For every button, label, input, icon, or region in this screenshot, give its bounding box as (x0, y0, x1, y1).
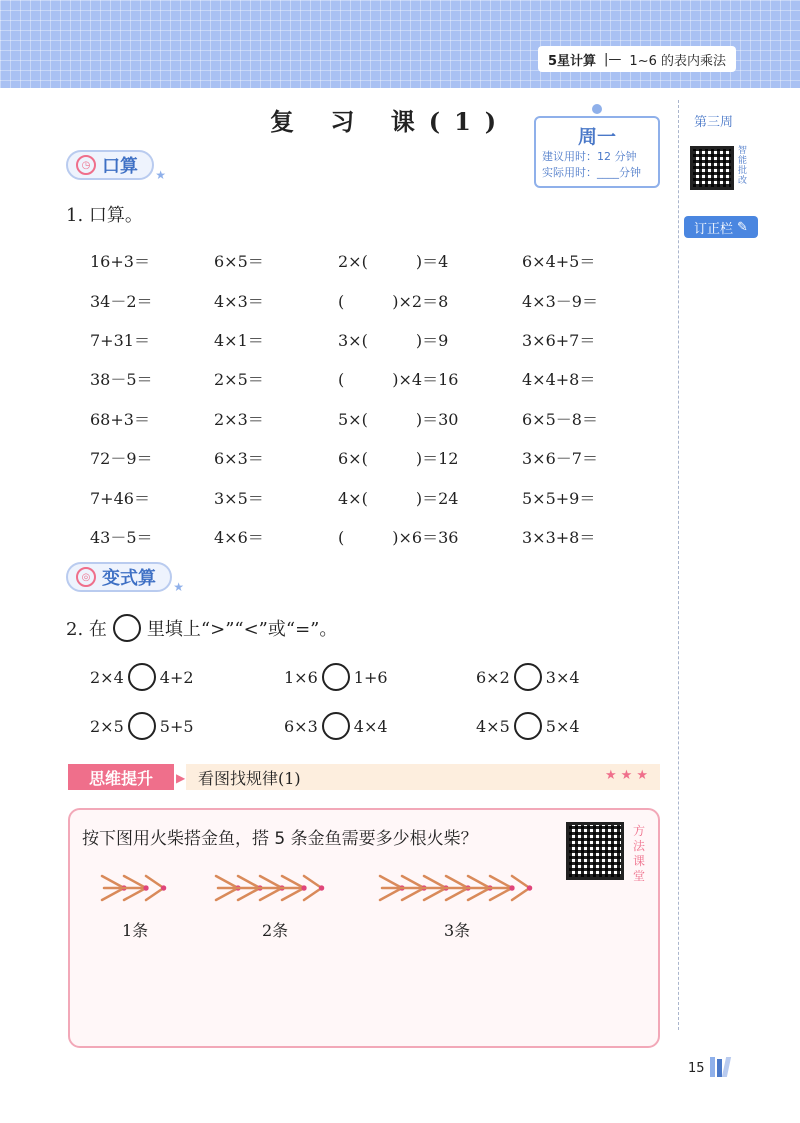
calc-row (90, 359, 650, 398)
header-separator: |— (604, 51, 622, 67)
compare-right: 5+5 (159, 716, 194, 736)
series-tag (538, 46, 736, 72)
compare-item (90, 663, 194, 691)
page-number: 15 (688, 1061, 705, 1076)
day-label: 周一 (577, 126, 616, 148)
answer-circle[interactable] (514, 663, 542, 691)
thinking-title (186, 764, 660, 790)
thinking-bar (68, 764, 660, 790)
calc-item: 6×5－8＝ (522, 409, 598, 429)
matchstick (490, 876, 512, 888)
calc-item: 2×3＝ (214, 409, 264, 429)
matchstick (146, 888, 164, 900)
calc-item: 2×5＝ (214, 370, 264, 390)
thinking-tag: 思维提升 (68, 764, 174, 790)
matchstick (446, 888, 468, 900)
actual-time: 实际用时：____分钟 (542, 166, 641, 179)
pencil-icon: ✎ (737, 219, 748, 235)
calc-row (90, 517, 650, 556)
compare-left: 6×3 (284, 716, 318, 736)
calc-item: 4×4+8＝ (522, 370, 596, 390)
calc-item: 7+31＝ (90, 330, 150, 350)
calc-item: 38－5＝ (90, 370, 153, 390)
calc-item: 5×5+9＝ (522, 488, 596, 508)
section-pill-oral (66, 150, 166, 182)
calc-row (90, 477, 650, 516)
matchstick (102, 876, 124, 888)
compare-item (476, 663, 580, 691)
arrow-icon: ▶ (176, 771, 186, 785)
match-head (509, 885, 514, 890)
compare-left: 6×2 (476, 667, 510, 687)
matchstick (380, 888, 402, 900)
method-label: 方法课堂 (632, 824, 645, 883)
answer-circle (113, 614, 141, 642)
matchstick-fish-figure (70, 866, 662, 976)
fish-label-2: 2条 (262, 921, 289, 940)
matchstick (424, 888, 446, 900)
calc-item: 7+46＝ (90, 488, 150, 508)
calc-item: ( )×6＝36 (338, 527, 459, 547)
section-pill-label: 口算 (102, 156, 138, 177)
day-box (534, 116, 660, 188)
calc-item: 3×3+8＝ (522, 527, 596, 547)
answer-circle[interactable] (128, 663, 156, 691)
pin-icon (592, 104, 602, 114)
matchstick (512, 876, 530, 888)
page-title: 复 习 课(1) (270, 107, 511, 136)
compare-left: 2×4 (90, 667, 124, 687)
answer-circle[interactable] (322, 712, 350, 740)
calc-item: 6×( )＝12 (338, 449, 459, 469)
question-2-pre: 2. 在 (66, 619, 107, 640)
compare-right: 4+2 (159, 667, 194, 687)
matchstick (304, 888, 322, 900)
star-icon: ★ (173, 580, 184, 594)
question-2-post: 里填上“>”“<”或“=”。 (146, 619, 338, 640)
matchstick (260, 888, 282, 900)
calc-item: ( )×4＝16 (338, 370, 459, 390)
calc-item: 6×3＝ (214, 449, 264, 469)
match-head (161, 885, 166, 890)
compare-item (90, 712, 194, 740)
compare-right: 5×4 (545, 716, 580, 736)
calc-item: 3×6－7＝ (522, 449, 598, 469)
calc-item: 4×( )＝24 (338, 488, 459, 508)
matchstick (490, 888, 512, 900)
question-1: 1. 口算。 (66, 205, 143, 226)
margin-divider (678, 100, 680, 1030)
books-icon (710, 1057, 729, 1077)
problem-text: 按下图用火柴搭金鱼，搭 5 条金鱼需要多少根火柴？ (82, 829, 478, 849)
correction-tag (684, 216, 758, 238)
calc-item: 3×( )＝9 (338, 330, 449, 350)
calc-item: 2×( )＝4 (338, 252, 449, 272)
compare-item (284, 663, 388, 691)
matchstick (124, 888, 146, 900)
calc-row (90, 399, 650, 438)
calc-row (90, 280, 650, 319)
unit-name: 1~6 的表内乘法 (629, 53, 726, 69)
matchstick (304, 876, 322, 888)
matchstick (380, 876, 402, 888)
matchstick (216, 876, 238, 888)
section-pill-variant (66, 562, 184, 594)
match-head (143, 885, 148, 890)
matchstick (146, 876, 164, 888)
matchstick (402, 888, 424, 900)
matchstick (238, 876, 260, 888)
matchstick (512, 888, 530, 900)
calc-item: 4×6＝ (214, 527, 264, 547)
calc-row (90, 438, 650, 477)
difficulty-stars: ★★★ (605, 768, 652, 783)
compare-right: 1+6 (353, 667, 388, 687)
matchstick (282, 876, 304, 888)
matchstick (260, 876, 282, 888)
match-head (301, 885, 306, 890)
calc-item: ( )×2＝8 (338, 291, 449, 311)
target-icon: ◎ (76, 567, 96, 587)
section-pill-label: 变式算 (102, 568, 156, 589)
stopwatch-icon: ◷ (76, 155, 96, 175)
correction-label: 订正栏 (694, 221, 734, 237)
calc-item: 4×3＝ (214, 291, 264, 311)
answer-circle[interactable] (514, 712, 542, 740)
calc-item: 6×5＝ (214, 252, 264, 272)
answer-circle[interactable] (322, 663, 350, 691)
calc-item: 72－9＝ (90, 449, 153, 469)
compare-item (284, 712, 388, 740)
oral-calc-grid (90, 241, 650, 556)
question-2 (66, 614, 337, 642)
matchstick (282, 888, 304, 900)
matchstick (402, 876, 424, 888)
match-head (319, 885, 324, 890)
star-icon: ★ (155, 168, 166, 182)
qr-label: 智能批改 (738, 146, 748, 186)
problem-box (68, 808, 660, 1048)
compare-left: 2×5 (90, 716, 124, 736)
qr-code-icon[interactable] (690, 146, 734, 190)
matchstick (468, 888, 490, 900)
calc-row (90, 320, 650, 359)
calc-item: 3×5＝ (214, 488, 264, 508)
matchstick (102, 888, 124, 900)
fish-label-1: 1条 (122, 921, 149, 940)
matchstick (468, 876, 490, 888)
matchstick (446, 876, 468, 888)
matchstick (238, 888, 260, 900)
calc-item: 68+3＝ (90, 409, 150, 429)
compare-right: 4×4 (353, 716, 388, 736)
compare-item (476, 712, 580, 740)
compare-left: 1×6 (284, 667, 318, 687)
calc-row (90, 241, 650, 280)
compare-left: 4×5 (476, 716, 510, 736)
week-label: 第三周 (694, 115, 734, 130)
matchstick (216, 888, 238, 900)
answer-circle[interactable] (128, 712, 156, 740)
match-head (527, 885, 532, 890)
calc-item: 43－5＝ (90, 527, 153, 547)
compare-right: 3×4 (545, 667, 580, 687)
suggested-time: 建议用时：12 分钟 (542, 150, 637, 163)
fish-label-3: 3条 (444, 921, 471, 940)
brand-name: 5星计算 (547, 53, 597, 69)
thinking-title-text: 看图找规律(1) (198, 768, 301, 788)
calc-item: 5×( )＝30 (338, 409, 459, 429)
matchstick (424, 876, 446, 888)
calc-item: 34－2＝ (90, 291, 153, 311)
header-band (0, 0, 800, 88)
calc-item: 16+3＝ (90, 252, 150, 272)
calc-item: 6×4+5＝ (522, 252, 596, 272)
calc-item: 4×3－9＝ (522, 291, 598, 311)
calc-item: 3×6+7＝ (522, 330, 596, 350)
matchstick (124, 876, 146, 888)
calc-item: 4×1＝ (214, 330, 264, 350)
